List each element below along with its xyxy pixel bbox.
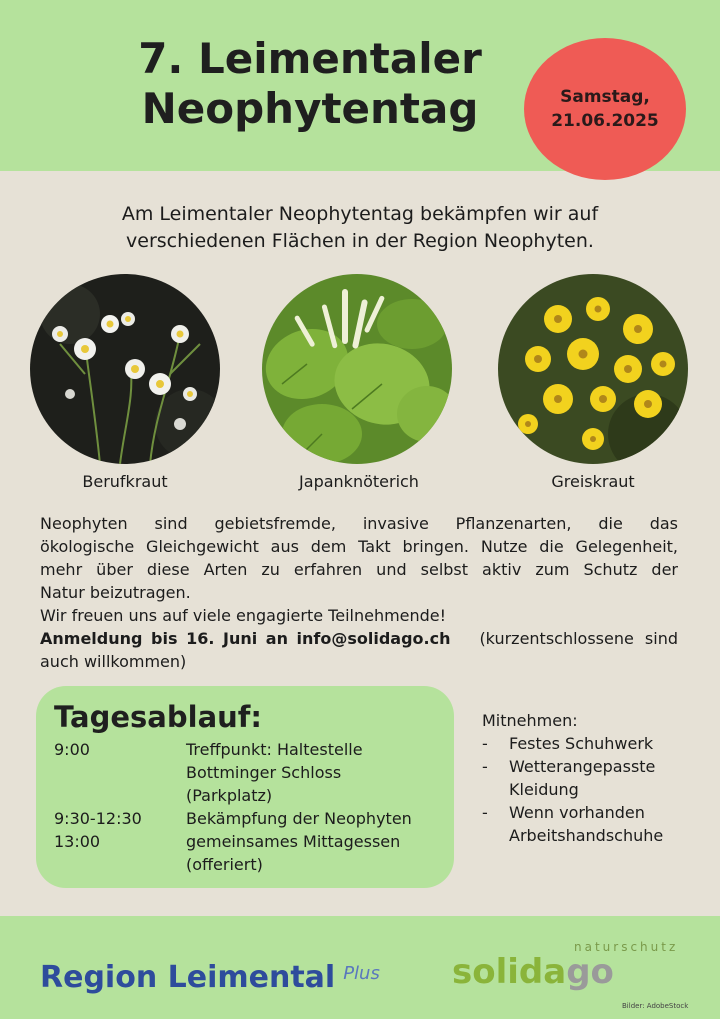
region-leimental-logo xyxy=(40,954,380,998)
intro-line-1: Am Leimentaler Neophytentag bekämpfen wir auf xyxy=(121,203,599,225)
solidago-logo xyxy=(452,952,614,992)
plant-label-japanknoeterich: Japanknöterich xyxy=(299,472,419,491)
plant-label-berufkraut: Berufkraut xyxy=(82,472,168,491)
title-line-2: Neophytentag xyxy=(141,84,479,133)
footer-banner xyxy=(0,916,720,1019)
japanknoeterich-illustration xyxy=(262,274,452,464)
region-logo-plus: Plus xyxy=(343,963,380,984)
schedule-description xyxy=(186,830,446,876)
description-line-2: ökologische Gleichgewicht aus dem Takt bringen. Nutze die Gelegenheit, xyxy=(40,537,678,556)
registration-note: (kurzentschlossene sind xyxy=(479,629,678,648)
schedule-description xyxy=(186,807,446,830)
schedule-desc-line: Treffpunkt: Haltestelle xyxy=(186,740,363,759)
bring-item xyxy=(482,755,702,801)
schedule-box xyxy=(36,686,454,888)
description-line-7: auch willkommen) xyxy=(40,652,187,671)
bring-item-line: Wenn vorhanden xyxy=(509,803,645,822)
bring-list xyxy=(482,709,702,847)
solidago-logo-go: go xyxy=(566,952,614,992)
solidago-tagline: naturschutz xyxy=(574,940,679,954)
date-weekday: Samstag, xyxy=(560,87,650,107)
bullet-dash: - xyxy=(482,803,488,822)
bullet-dash: - xyxy=(482,757,488,776)
registration-line xyxy=(40,627,678,650)
schedule-time: 9:00 xyxy=(54,740,90,759)
japanknoeterich-photo xyxy=(262,274,452,464)
description-text xyxy=(40,512,678,673)
date-value: 21.06.2025 xyxy=(551,111,659,131)
bring-heading: Mitnehmen: xyxy=(482,711,578,730)
schedule-desc-line: Bottminger Schloss xyxy=(186,763,342,782)
intro-line-2: verschiedenen Flächen in der Region Neophyten. xyxy=(126,230,594,252)
bullet-dash: - xyxy=(482,734,488,753)
bring-items xyxy=(482,732,702,847)
image-credit: Bilder: AdobeStock xyxy=(622,1002,689,1010)
region-logo-text: Region Leimental xyxy=(40,960,336,995)
solidago-logo-main: solida xyxy=(452,952,567,992)
description-line-3: mehr über diese Arten zu erfahren und selbst aktiv zum Schutz der xyxy=(40,560,678,579)
bring-item-line: Festes Schuhwerk xyxy=(509,734,654,753)
bring-item-line: Wetterangepasste xyxy=(509,757,656,776)
description-line-4: Natur beizutragen. xyxy=(40,583,191,602)
schedule-desc-line: (offeriert) xyxy=(186,855,263,874)
welcome-line: Wir freuen uns auf viele engagierte Teilnehmende! xyxy=(40,606,447,625)
berufkraut-photo xyxy=(30,274,220,464)
schedule-description xyxy=(186,738,446,807)
schedule-desc-line: Bekämpfung der Neophyten xyxy=(186,809,412,828)
bring-item xyxy=(482,801,702,847)
schedule-desc-line: gemeinsames Mittagessen xyxy=(186,832,401,851)
bring-item xyxy=(482,732,702,755)
description-line-1: Neophyten sind gebietsfremde, invasive Pflanzenarten, die das xyxy=(40,514,678,533)
date-badge xyxy=(524,38,686,180)
event-title xyxy=(120,34,500,134)
intro-text xyxy=(60,201,660,255)
plant-label-greiskraut: Greiskraut xyxy=(551,472,635,491)
greiskraut-illustration xyxy=(498,274,688,464)
bring-item-line: Arbeitshandschuhe xyxy=(509,826,664,845)
bring-item-line: Kleidung xyxy=(509,780,579,799)
berufkraut-illustration xyxy=(30,274,220,464)
registration-deadline: Anmeldung bis 16. Juni an info@solidago.ch xyxy=(40,629,451,648)
schedule-desc-line: (Parkplatz) xyxy=(186,786,273,805)
title-line-1: 7. Leimentaler xyxy=(138,34,482,83)
schedule-time: 13:00 xyxy=(54,832,101,851)
schedule-time: 9:30-12:30 xyxy=(54,809,142,828)
schedule-heading: Tagesablauf: xyxy=(54,700,262,734)
greiskraut-photo xyxy=(498,274,688,464)
